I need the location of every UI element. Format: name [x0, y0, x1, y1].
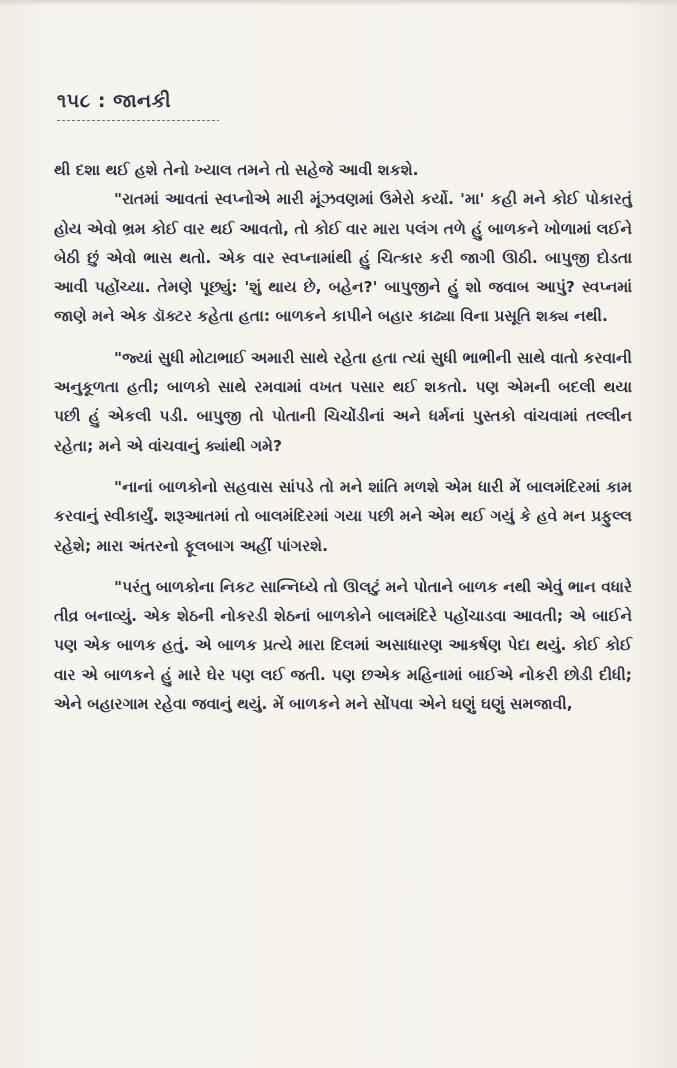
- page-top-edge: [0, 0, 677, 6]
- paragraph-dreams: "રાતમાં આવતાં સ્વપ્નોએ મારી મૂંઝવણમાં ઉમેરો કર્યો. 'મા' કહી મને કોઈ પોકારતું હોય એવો ભ્રમ કોઈ વાર થઈ આવતો, તો કોઈ વાર મારા પલંગ તળે હું બાળકને ખોળામાં લઈને બેઠી છું એવો ભાસ થતો. એક વાર સ્વપ્નામાંથી હું ચિત્કાર કરી જાગી ઊઠી. બાપુજી દોડતા આવી પહોંચ્યા. તેમણે પૂછ્યું: 'શું થાય છે, બહેન?' બાપુજીને હું શો જવાબ આપું? સ્વપ્નમાં જાણે મને એક ડૉક્ટર કહેતા હતા: બાળકને કાપીને બહાર કાઢ્યા વિના પ્રસૂતિ શક્ય નથી.: [54, 190, 632, 326]
- page-header: [57, 90, 219, 124]
- header-rule: [57, 118, 219, 124]
- body-text: [54, 156, 632, 719]
- paragraph-balmandir: "નાનાં બાળકોનો સહવાસ સાંપડે તો મને શાંતિ મળશે એમ ધારી મેં બાલમંદિરમાં કામ કરવાનું સ્વીકાર્યું. શરૂઆતમાં તો બાલમંદિરમાં ગયા પછી મને એમ થઈ ગયું કે હવે મન પ્રફુલ્લ રહેશે; મારા અંતરનો ફૂલબાગ અહીં પાંગરશે.: [54, 477, 632, 555]
- running-head: ૧૫૮ : જાનકી: [57, 90, 172, 112]
- paragraph-continuation: થી દશા થઈ હશે તેનો ખ્યાલ તમને તો સહેજે આવી શકશે.: [54, 161, 419, 179]
- paragraph-child: "પરંતુ બાળકોના નિકટ સાન્નિધ્યે તો ઊલટું મને પોતાને બાળક નથી એવું ભાન વધારે તીવ્ર બનાવ્યું. એક શેઠની નોકરડી શેઠનાં બાળકોને બાલમંદિરે પહોંચાડવા આવતી; એ બાઈને પણ એક બાળક હતું. એ બાળક પ્રત્યે મારા દિલમાં અસાધારણ આકર્ષણ પેદા થયું. કોઈ કોઈ વાર એ બાળકને હું મારે ઘેર પણ લઈ જતી. પણ છએક મહિનામાં બાઈએ નોકરી છોડી દીધી; એને બહારગામ રહેવા જવાનું થયું. મેં બાળકને મને સોંપવા એને ઘણું ઘણું સમજાવી,: [54, 577, 632, 714]
- paragraph-brother: "જ્યાં સુધી મોટાભાઈ અમારી સાથે રહેતા હતા ત્યાં સુધી ભાભીની સાથે વાતો કરવાની અનુકૂળતા હતી; બાળકો સાથે રમવામાં વખત પસાર થઈ શકતો. પણ એમની બદલી થયા પછી હું એકલી પડી. બાપુજી તો પોતાની ચિચોંડીનાં અને ધર્મનાં પુસ્તકો વાંચવામાં તલ્લીન રહેતા; મને એ વાંચવાનું ક્યાંથી ગમે?: [54, 348, 632, 455]
